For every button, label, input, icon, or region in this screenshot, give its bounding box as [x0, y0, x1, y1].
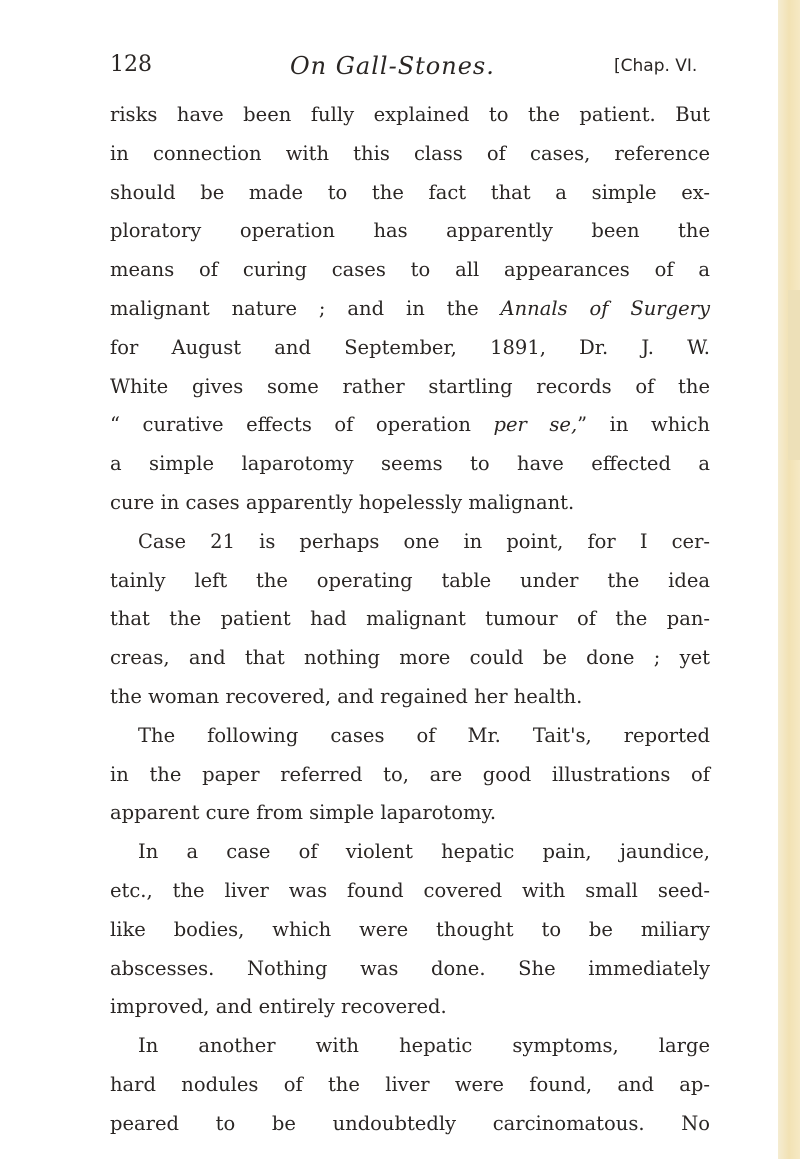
text-run: ” in which — [577, 413, 710, 437]
text-line: in the paper referred to, are good illustrations of — [110, 762, 710, 786]
text-line: risks have been fully explained to the patient. But — [110, 103, 710, 126]
text-line: creas, and that nothing more could be done ; yet — [110, 646, 710, 670]
text-line: means of curing cases to all appearances of a — [110, 258, 710, 282]
italic-phrase: per se, — [493, 413, 578, 437]
text-line: tainly left the operating table under the idea — [110, 568, 710, 592]
text-line: a simple laparotomy seems to have effected a — [110, 452, 710, 476]
text-line: In a case of violent hepatic pain, jaundice, — [138, 840, 710, 864]
text-line — [110, 292, 710, 326]
page-edge-notch — [788, 290, 800, 460]
text-line: in connection with this class of cases, reference — [110, 141, 710, 165]
text-line: hard nodules of the liver were found, and ap- — [110, 1073, 710, 1096]
text-line: peared to be undoubtedly carcinomatous. No — [110, 1111, 710, 1135]
text-line: Case 21 is perhaps one in point, for I cer- — [138, 529, 710, 553]
text-line: should be made to the fact that a simple ex- — [110, 180, 710, 204]
text-line: apparent cure from simple laparotomy. — [110, 801, 497, 825]
text-line — [110, 408, 710, 442]
page-number: 128 — [110, 52, 152, 77]
journal-title: Annals of Surgery — [500, 297, 710, 320]
text-line: for August and September, 1891, Dr. J. W. — [110, 335, 710, 359]
text-run: malignant nature ; and in the — [110, 297, 501, 320]
page-edge — [778, 0, 800, 1159]
text-line: ploratory operation has apparently been the — [110, 219, 710, 243]
text-run: “ curative effects of operation — [110, 413, 494, 437]
text-line: In another with hepatic symptoms, large — [138, 1034, 710, 1058]
running-header — [110, 52, 710, 86]
text-line: The following cases of Mr. Tait's, reported — [138, 723, 710, 747]
text-line: abscesses. Nothing was done. She immediately — [110, 956, 710, 980]
text-line: cure in cases apparently hopelessly malignant. — [110, 491, 575, 514]
running-title: On Gall-Stones. — [290, 52, 495, 80]
text-line: White gives some rather startling records of the — [110, 374, 710, 398]
text-line: that the patient had malignant tumour of the pan- — [110, 607, 710, 631]
chapter-reference: [Chap. VI. — [614, 56, 698, 76]
text-line: improved, and entirely recovered. — [110, 995, 447, 1019]
text-line: etc., the liver was found covered with small seed- — [110, 879, 710, 902]
text-line: like bodies, which were thought to be miliary — [110, 917, 710, 941]
text-line: the woman recovered, and regained her health. — [110, 685, 583, 708]
